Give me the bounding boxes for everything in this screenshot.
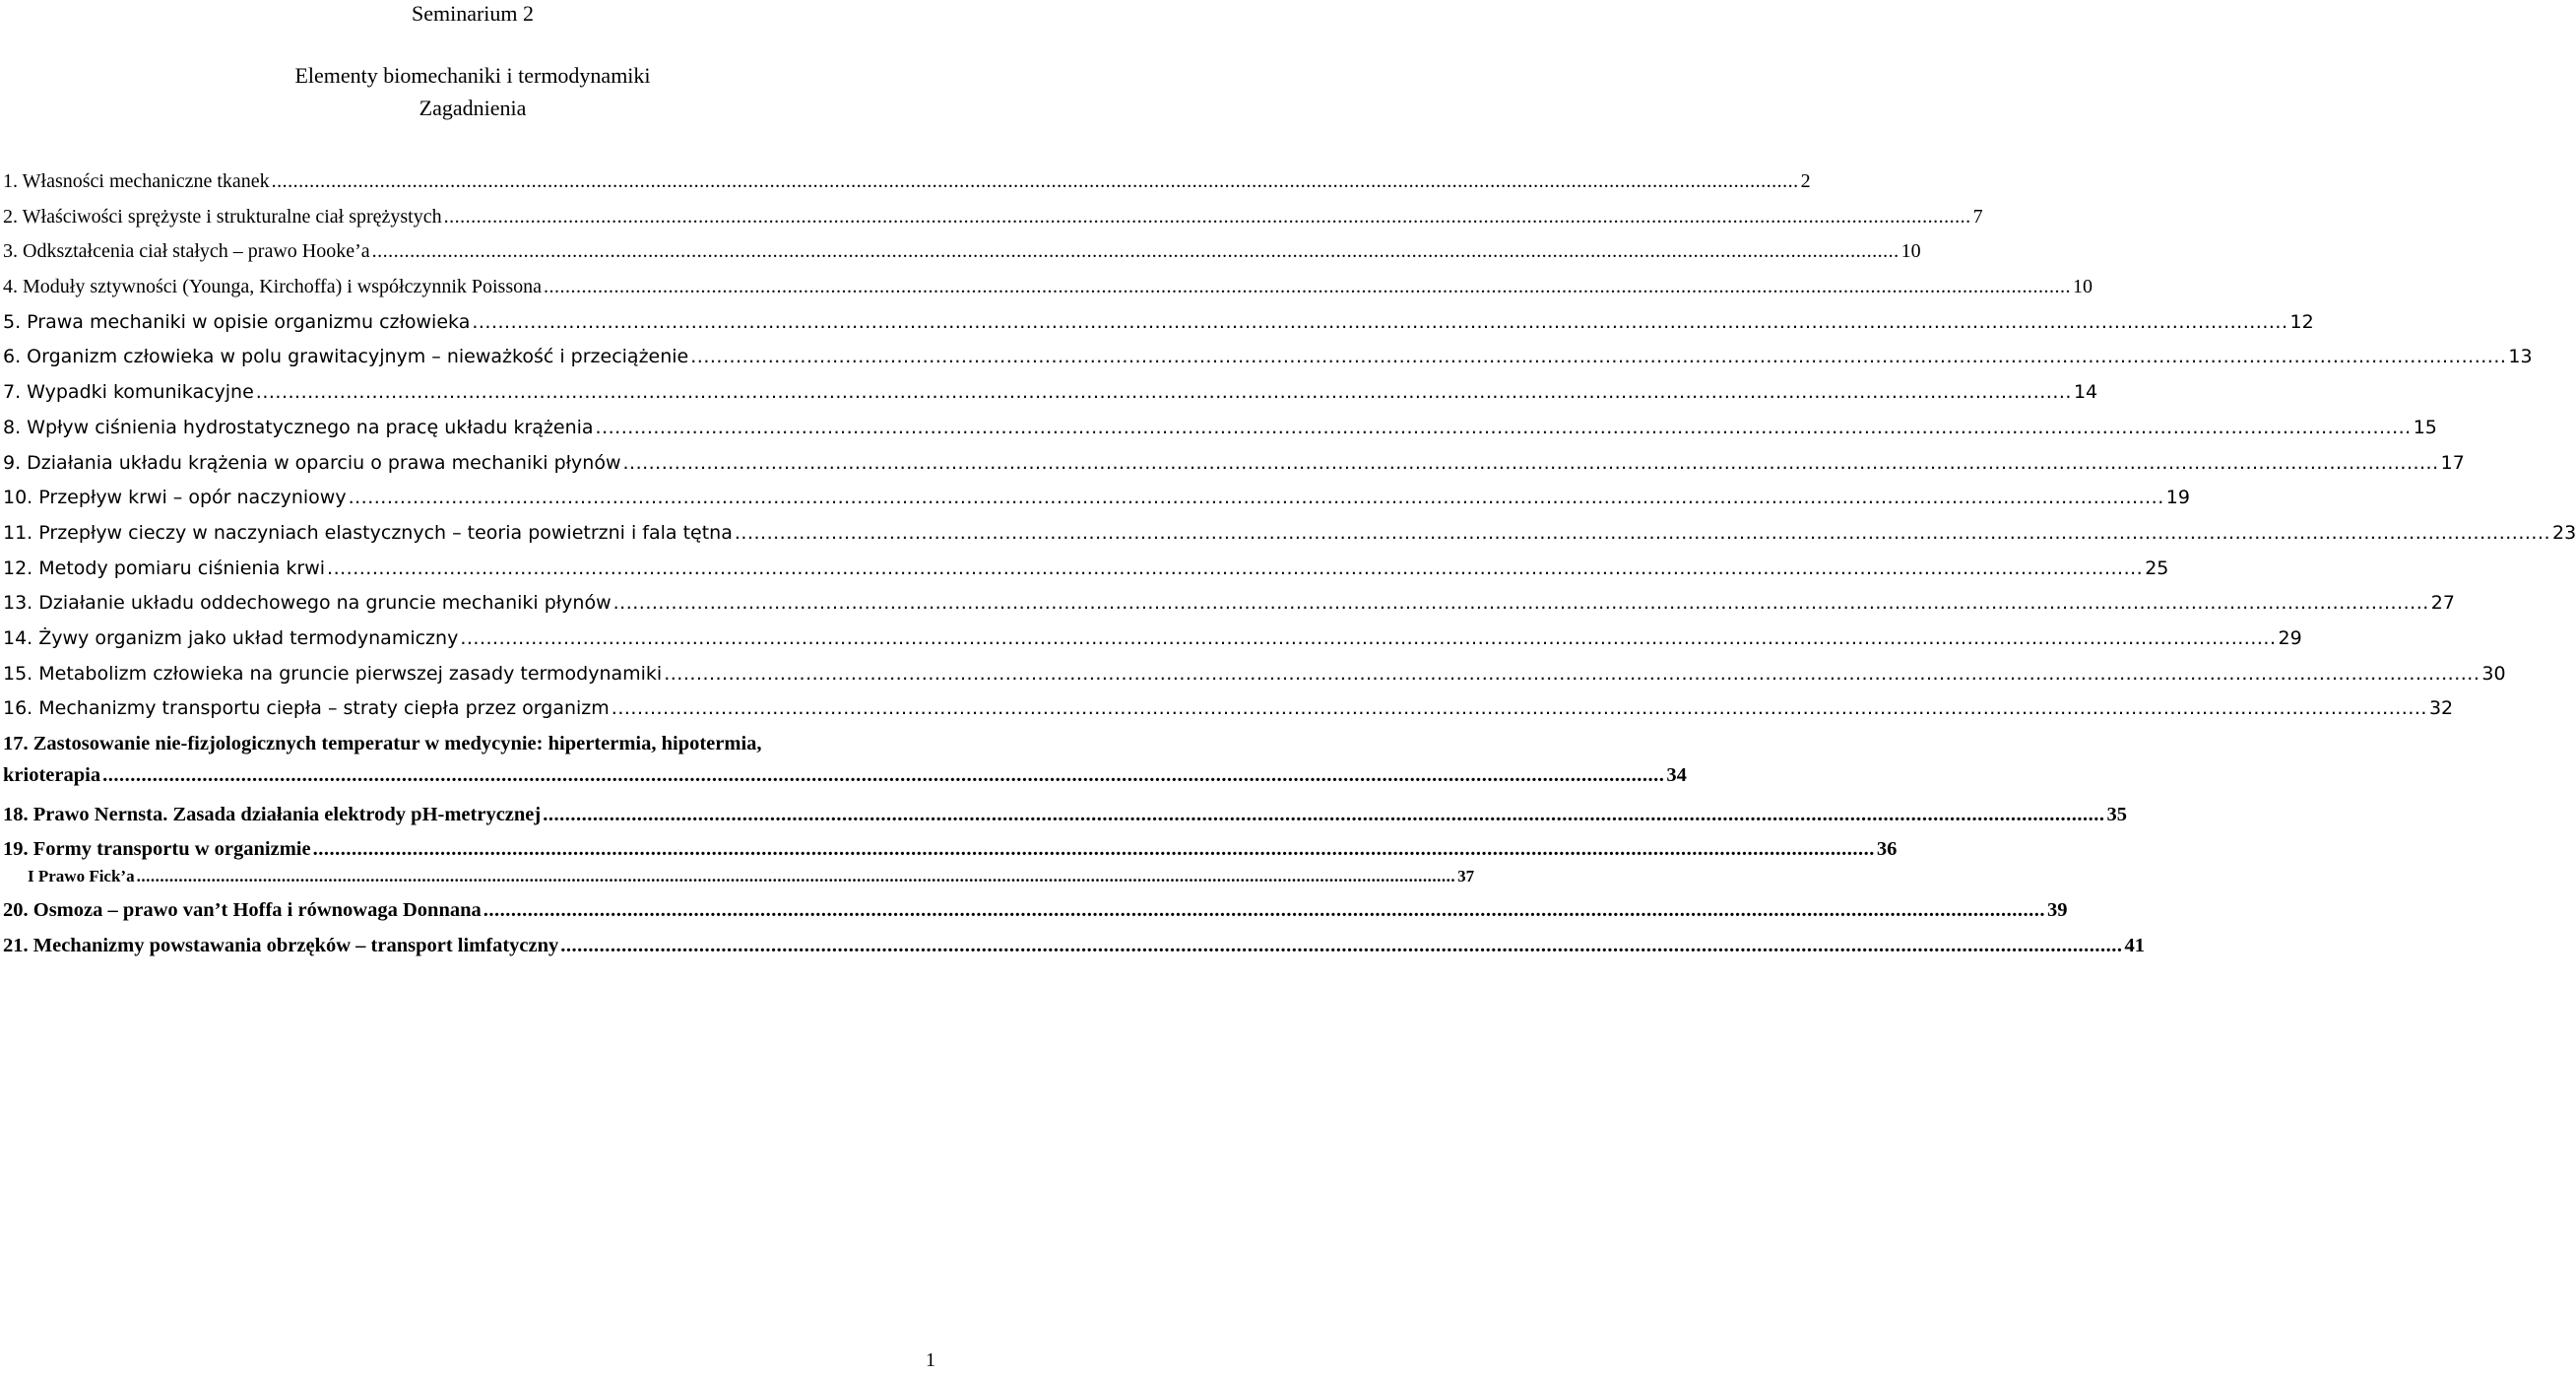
toc-entry-15[interactable]: 15. Metabolizm człowieka na gruncie pierwszej zasady termodynamiki ..... 30 bbox=[3, 662, 948, 686]
leader-dots bbox=[664, 662, 2479, 686]
toc-entry-16[interactable]: 16. Mechanizmy transportu ciepła – straty ciepła przez organizm ..... 32 bbox=[3, 696, 948, 720]
leader-dots bbox=[613, 591, 2429, 615]
toc-entry-20[interactable]: 20. Osmoza – prawo van’t Hoffa i równowaga Donnana ..... 39 bbox=[3, 898, 948, 922]
toc-page: 25 bbox=[2145, 557, 2169, 579]
toc-page: 37 bbox=[1457, 867, 1475, 886]
toc-page: 19 bbox=[2165, 487, 2190, 509]
toc-entry-18[interactable]: 18. Prawo Nernsta. Zasada działania elektrody pH-metrycznej ..... 35 bbox=[3, 803, 948, 826]
toc-entry-19-sub[interactable]: I Prawo Fick’a ..... 37 bbox=[28, 865, 948, 885]
leader-dots bbox=[690, 345, 2506, 368]
toc-page: 10 bbox=[2073, 276, 2093, 298]
toc-page: 23 bbox=[2552, 521, 2576, 544]
leader-dots bbox=[612, 696, 2427, 720]
leader-dots bbox=[472, 310, 2287, 334]
toc-page: 29 bbox=[2278, 626, 2302, 649]
toc-page: 35 bbox=[2106, 803, 2127, 825]
page-number: 1 bbox=[926, 1349, 935, 1371]
table-of-contents bbox=[3, 169, 2576, 968]
toc-entry-4[interactable]: 4. Moduły sztywności (Younga, Kirchoffa) i współczynnik Poissona ..... 10 bbox=[3, 275, 948, 298]
toc-entry-8[interactable]: 8. Wpływ ciśnienia hydrostatycznego na pracę układu krążenia ..... 15 bbox=[3, 416, 948, 439]
toc-page: 13 bbox=[2508, 346, 2533, 368]
section-title: Zagadnienia bbox=[419, 96, 527, 120]
toc-entry-10[interactable]: 10. Przepływ krwi – opór naczyniowy ..... 19 bbox=[3, 486, 948, 509]
toc-page: 17 bbox=[2440, 451, 2465, 474]
leader-dots bbox=[137, 865, 1456, 888]
toc-page: 41 bbox=[2124, 934, 2146, 956]
toc-entry-3[interactable]: 3. Odkształcenia ciał stałych – prawo Hooke’a ..... 10 bbox=[3, 239, 948, 263]
toc-page: 10 bbox=[1900, 240, 1921, 263]
toc-page: 32 bbox=[2428, 697, 2454, 720]
toc-page: 30 bbox=[2481, 662, 2506, 685]
toc-entry-11[interactable]: 11. Przepływ cieczy w naczyniach elastycznych – teoria powietrzni i fala tętna ..... 23 bbox=[3, 521, 948, 545]
leader-dots bbox=[560, 934, 2122, 957]
toc-entry-5[interactable]: 5. Prawa mechaniki w opisie organizmu człowieka ..... 12 bbox=[3, 310, 948, 334]
subject-title: Elementy biomechaniki i termodynamiki bbox=[294, 63, 651, 88]
toc-entry-7[interactable]: 7. Wypadki komunikacyjne ..... 14 bbox=[3, 380, 948, 404]
toc-page: 36 bbox=[1876, 838, 1898, 861]
toc-entry-13[interactable]: 13. Działanie układu oddechowego na gruncie mechaniki płynów ..... 27 bbox=[3, 591, 948, 615]
leader-dots bbox=[735, 521, 2550, 545]
toc-page: 27 bbox=[2430, 592, 2455, 615]
toc-entry-6[interactable]: 6. Organizm człowieka w polu grawitacyjnym – nieważkość i przeciążenie ..... 13 bbox=[3, 345, 948, 368]
leader-dots bbox=[596, 416, 2412, 439]
leader-dots bbox=[349, 486, 2164, 509]
leader-dots bbox=[313, 837, 1875, 861]
leader-dots bbox=[327, 557, 2143, 580]
toc-entry-21[interactable]: 21. Mechanizmy powstawania obrzęków – transport limfatyczny ..... 41 bbox=[3, 934, 948, 957]
toc-entry-2[interactable]: 2. Właściwości sprężyste i strukturalne ciał sprężystych ..... 7 bbox=[3, 205, 948, 229]
toc-label-line1: 17. Zastosowanie nie-fizjologicznych temperatur w medycynie: hipertermia, hipotermia, bbox=[3, 733, 762, 754]
toc-entry-17[interactable] bbox=[3, 732, 1687, 791]
toc-entry-1[interactable]: 1. Własności mechaniczne tkanek ..... 2 bbox=[3, 169, 948, 193]
toc-entry-14[interactable]: 14. Żywy organizm jako układ termodynamiczny ..... 29 bbox=[3, 626, 948, 650]
leader-dots bbox=[256, 380, 2072, 404]
toc-entry-19[interactable]: 19. Formy transportu w organizmie ..... 36 bbox=[3, 837, 948, 861]
leader-dots bbox=[622, 451, 2438, 475]
seminar-title: Seminarium 2 bbox=[411, 1, 535, 26]
leader-dots bbox=[102, 763, 1664, 787]
leader-dots bbox=[460, 626, 2276, 650]
toc-entry-12[interactable]: 12. Metody pomiaru ciśnienia krwi ..... 25 bbox=[3, 557, 948, 580]
toc-page: 39 bbox=[2047, 899, 2068, 922]
toc-page: 2 bbox=[1800, 170, 1811, 192]
leader-dots bbox=[372, 239, 1900, 263]
toc-label-line2: krioterapia bbox=[3, 764, 101, 786]
toc-page: 15 bbox=[2413, 416, 2437, 438]
leader-dots bbox=[543, 803, 2104, 826]
leader-dots bbox=[483, 898, 2045, 922]
toc-page: 14 bbox=[2073, 381, 2098, 404]
leader-dots bbox=[272, 169, 1799, 193]
leader-dots bbox=[544, 275, 2071, 298]
leader-dots bbox=[444, 205, 1971, 229]
toc-page: 7 bbox=[1972, 205, 1983, 228]
toc-page: 12 bbox=[2289, 310, 2314, 333]
toc-page: 34 bbox=[1666, 764, 1687, 786]
toc-entry-9[interactable]: 9. Działania układu krążenia w oparciu o prawa mechaniki płynów ..... 17 bbox=[3, 451, 948, 475]
